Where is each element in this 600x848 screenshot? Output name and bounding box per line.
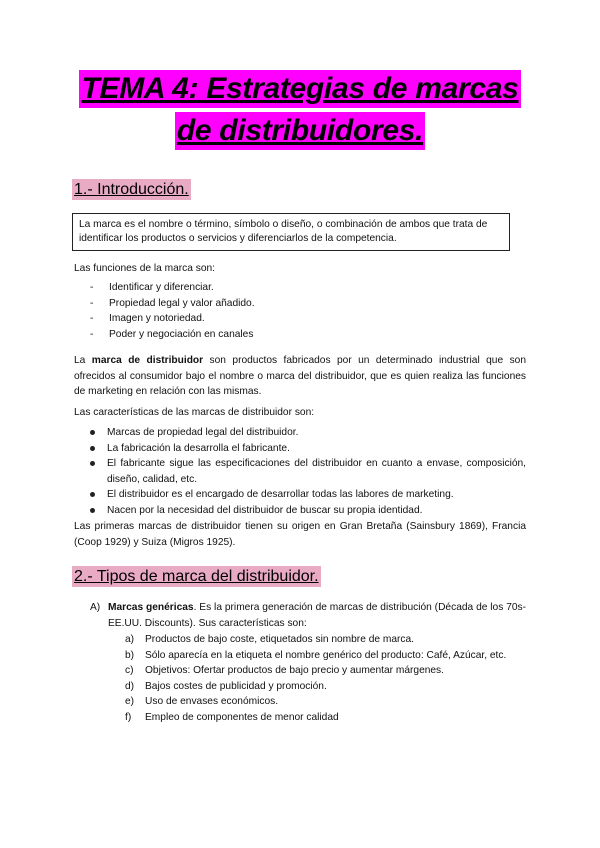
list-item: Nacen por la necesidad del distribuidor de buscar su propia identidad. (90, 503, 526, 519)
definition-text: La marca es el nombre o término, símbolo o diseño, o combinación de ambos que trata de identificar los productos o servicios y diferenciarlos de la competencia. (79, 219, 488, 244)
bullet-icon (90, 492, 95, 497)
functions-list (90, 280, 255, 342)
bullet-icon (90, 461, 95, 466)
section-heading-introduccion: 1.- Introducción. (74, 181, 189, 198)
list-item: Marcas de propiedad legal del distribuidor. (90, 425, 526, 441)
origin-paragraph: Las primeras marcas de distribuidor tienen su origen en Gran Bretaña (Sainsbury 1869), Francia (Coop 1929) y Suiza (Migros 1925). (74, 521, 526, 548)
bullet-icon (90, 430, 95, 435)
list-item: a) Productos de bajo coste, etiquetados sin nombre de marca. (125, 634, 414, 645)
list-item: - Propiedad legal y valor añadido. (90, 297, 255, 309)
list-item: - Imagen y notoriedad. (90, 313, 205, 324)
list-item: - Identificar y diferenciar. (90, 282, 214, 293)
list-item: - Poder y negociación en canales (90, 328, 254, 340)
functions-intro: Las funciones de la marca son: (74, 263, 216, 274)
bold-term: Marcas genéricas (108, 602, 194, 613)
list-item: b) Sólo aparecía en la etiqueta el nombre genérico del producto: Café, Azúcar, etc. (125, 649, 507, 661)
list-item: d) Bajos costes de publicidad y promoción. (125, 680, 327, 692)
list-item: f) Empleo de componentes de menor calidad (125, 711, 339, 723)
document-title (74, 70, 526, 150)
list-item: El fabricante sigue las especificaciones del distribuidor en cuanto a envase, composición, diseño, calidad, etc. (90, 456, 526, 487)
distributor-brand-paragraph: La marca de distribuidor son productos fabricados por un determinado industrial que son ofrecidos al consumidor bajo el nombre o marca del distribuidor, que es quien realiza las funciones de marketing en relación con las mismas. (74, 355, 526, 397)
list-item-generic-brands: A) Marcas genéricas. Es la primera generación de marcas de distribución (Década de los 70s- EE.UU. Discounts). Sus características son: a) Productos de bajo coste, etiquetados sin nombre de marca. b) Sólo aparecía en la etiqueta el nombre genérico del producto: Café, Azúcar, etc. c) Objetivos: Ofertar productos de bajo precio y aumentar márgenes. d) Bajos costes de publicidad y promoción. e) Uso de envases económicos. f) Empleo de componentes de menor calidad (90, 600, 526, 725)
list-item: c) Objetivos: Ofertar productos de bajo precio y aumentar márgenes. (125, 665, 444, 676)
definition-box (72, 213, 510, 251)
list-item: La fabricación la desarrolla el fabricante. (90, 441, 526, 457)
generic-brands-characteristics (125, 632, 517, 725)
list-item: e) Uso de envases económicos. (125, 696, 279, 707)
characteristics-list (90, 425, 526, 518)
bold-term: marca de distribuidor (91, 355, 204, 366)
title-line-1: TEMA 4: Estrategias de marcas (79, 70, 520, 108)
title-line-2: de distribuidores. (175, 112, 425, 150)
list-item: El distribuidor es el encargado de desarrollar todas las labores de marketing. (90, 487, 526, 503)
characteristics-intro: Las características de las marcas de distribuidor son: (74, 407, 315, 418)
types-list (90, 600, 526, 725)
bullet-icon (90, 508, 95, 513)
bullet-icon (90, 446, 95, 451)
section-heading-tipos: 2.- Tipos de marca del distribuidor. (74, 568, 319, 585)
